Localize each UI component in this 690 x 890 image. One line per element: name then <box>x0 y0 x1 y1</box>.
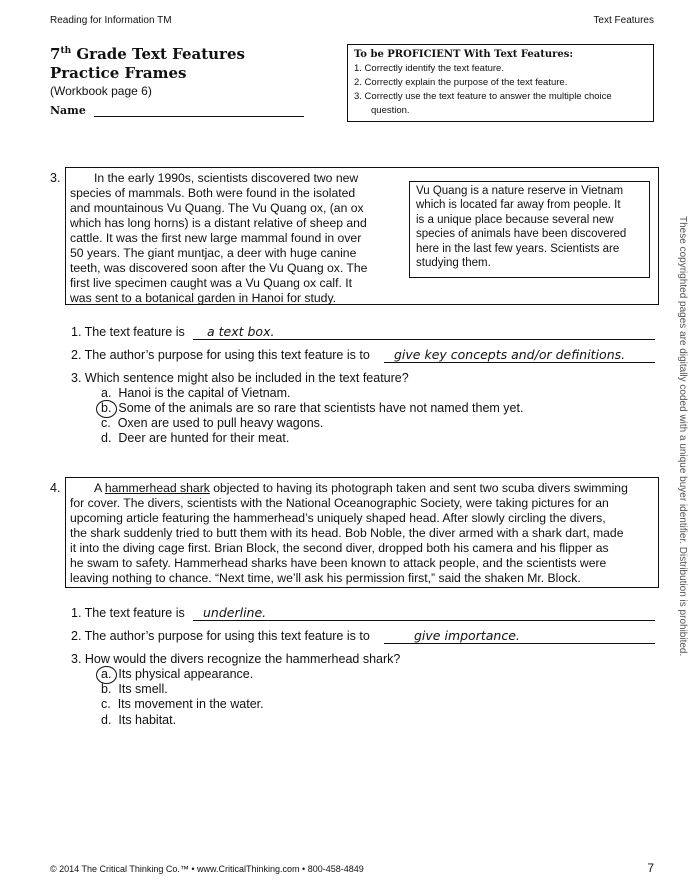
option-letter: c. <box>101 697 111 711</box>
s3-question-1: 1. The text feature is <box>71 325 185 339</box>
section3-number: 3. <box>50 171 61 185</box>
option-text: Its habitat. <box>118 713 177 727</box>
title-line2: Practice Frames <box>50 64 187 82</box>
passage-line: cattle. It was the first new large mammal found in over <box>70 231 362 245</box>
proficient-item: 1. Correctly identify the text feature. <box>354 63 504 74</box>
option-letter: d. <box>101 713 112 727</box>
s4-answer-2-line[interactable] <box>384 629 655 644</box>
passage-line: 50 years. The giant muntjac, a deer with huge canine <box>70 246 357 260</box>
proficient-item: question. <box>371 105 410 116</box>
s4-option-c[interactable] <box>101 697 264 712</box>
passage-line: species of mammals. Both were found in the isolated <box>70 186 356 200</box>
s4-option-a[interactable] <box>101 667 253 682</box>
passage-line: was sent to a botanical garden in Hanoi for study. <box>70 291 337 305</box>
proficient-heading: To be PROFICIENT With Text Features: <box>354 49 574 60</box>
passage-line: In the early 1990s, scientists discovered two new <box>94 171 359 185</box>
s3-option-c[interactable] <box>101 416 323 431</box>
section4-passage <box>65 477 659 588</box>
s4-answer-1: underline. <box>203 605 267 620</box>
footer-text: © 2014 The Critical Thinking Co.™ • www.CriticalThinking.com • 800-458-4849 <box>50 864 364 874</box>
copyright-side-note: These copyrighted pages are digitally coded with a unique buyer identifier. Distribution is prohibited. <box>677 216 688 657</box>
s3-option-d[interactable] <box>101 431 289 446</box>
s3-option-b[interactable] <box>101 401 523 416</box>
passage-line: teeth, was discovered soon after the Vu Quang ox. The <box>70 261 368 275</box>
s4-question-2: 2. The author’s purpose for using this text feature is to <box>71 629 370 643</box>
text-box-line: species of animals have been discovered <box>416 228 627 241</box>
passage-line: the shark suddenly tried to butt them with its head. Bob Noble, the diver armed with a shark dart, made <box>70 526 624 540</box>
s4-answer-2: give importance. <box>414 628 520 643</box>
header-right: Text Features <box>593 15 654 26</box>
s3-answer-1-line[interactable] <box>193 325 655 340</box>
s4-option-d[interactable] <box>101 713 176 728</box>
option-letter: c. <box>101 416 111 430</box>
title-line1: Grade Text Features <box>71 45 245 63</box>
page-title <box>50 42 245 83</box>
option-text: Its physical appearance. <box>118 667 254 681</box>
passage-line: upcoming article featuring the hammerhead’s uniquely shaped head. After slowly circling the divers, <box>70 511 606 525</box>
s3-question-2: 2. The author’s purpose for using this text feature is to <box>71 348 370 362</box>
proficient-box <box>347 44 654 122</box>
proficient-item: 3. Correctly use the text feature to answer the multiple choice <box>354 91 612 102</box>
passage-line: for cover. The divers, scientists with the National Oceanographic Society, were taking pictures for an <box>70 496 609 510</box>
option-letter: b. <box>101 401 112 415</box>
s4-option-b[interactable] <box>101 682 168 697</box>
passage-text: A <box>94 481 105 495</box>
section3-passage <box>65 167 659 305</box>
passage-line: it into the diving cage first. Brian Block, the second diver, dropped both his camera and his flipper as <box>70 541 609 555</box>
s4-question-1: 1. The text feature is <box>71 606 185 620</box>
s4-question-3: 3. How would the divers recognize the hammerhead shark? <box>71 652 401 666</box>
option-text: Oxen are used to pull heavy wagons. <box>117 416 324 430</box>
title-grade: 7 <box>50 45 61 63</box>
underlined-text: hammerhead shark <box>104 481 210 495</box>
s3-answer-2-line[interactable] <box>384 348 655 363</box>
option-letter: a. <box>101 386 112 400</box>
option-text: Some of the animals are so rare that scientists have not named them yet. <box>118 401 524 415</box>
section4-number: 4. <box>50 481 61 495</box>
text-box-line: here in the last few years. Scientists are <box>416 242 620 255</box>
workbook-ref: (Workbook page 6) <box>50 84 152 98</box>
page-number: 7 <box>647 861 654 875</box>
title-grade-sup: th <box>60 46 72 56</box>
passage-line: he swam to safety. Hammerhead sharks have been known to attack people, and the scientists were <box>70 556 607 570</box>
header-left: Reading for Information TM <box>50 15 172 26</box>
s3-question-3: 3. Which sentence might also be included in the text feature? <box>71 371 409 385</box>
passage-line: first live specimen caught was a Vu Quang ox calf. It <box>70 276 353 290</box>
text-box-line: Vu Quang is a nature reserve in Vietnam <box>416 185 624 197</box>
s3-answer-1: a text box. <box>207 324 275 339</box>
option-text: Hanoi is the capital of Vietnam. <box>118 386 291 400</box>
proficient-item: 2. Correctly explain the purpose of the text feature. <box>354 77 568 88</box>
option-letter: d. <box>101 431 112 445</box>
passage-text: objected to having its photograph taken and sent two scuba divers swimming <box>209 481 628 495</box>
option-letter: a. <box>101 667 112 681</box>
option-text: Its smell. <box>118 682 168 696</box>
option-text: Deer are hunted for their meat. <box>118 431 290 445</box>
text-box-line: is a unique place because several new <box>416 213 614 226</box>
s3-answer-2: give key concepts and/or definitions. <box>394 347 626 362</box>
text-box-line: studying them. <box>416 257 491 270</box>
name-label: Name <box>50 104 86 117</box>
s3-option-a[interactable] <box>101 386 290 401</box>
passage-line <box>70 481 656 496</box>
option-text: Its movement in the water. <box>117 697 264 711</box>
option-letter: b. <box>101 682 112 696</box>
passage-line: leaving nothing to chance. “Next time, we’ll ask his permission first,” said the shaken Mr. Block. <box>70 571 581 585</box>
text-box <box>409 181 650 278</box>
text-box-line: which is located far away from people. It <box>416 199 621 212</box>
s4-answer-1-line[interactable] <box>193 606 655 621</box>
name-field[interactable] <box>94 115 304 117</box>
passage-line: which has long horns) is a distant relative of sheep and <box>70 216 367 230</box>
passage-line: and mountainous Vu Quang. The Vu Quang ox, (an ox <box>70 201 364 215</box>
